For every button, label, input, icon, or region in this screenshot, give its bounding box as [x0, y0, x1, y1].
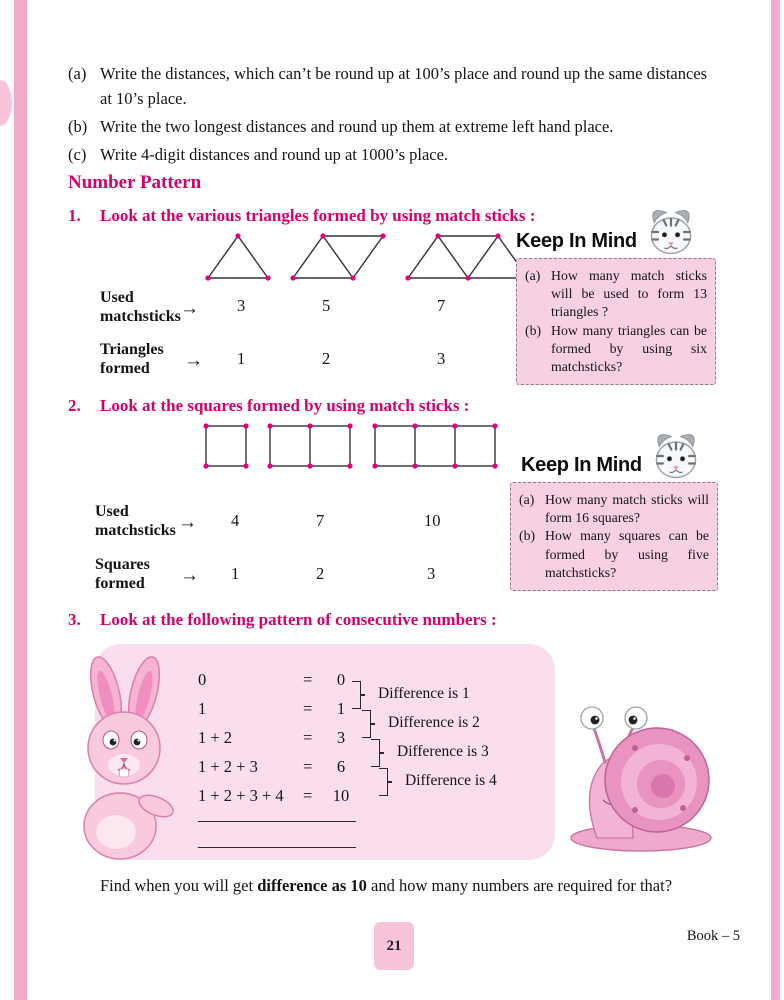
difference-label: Difference is 4	[405, 772, 497, 789]
pattern-result: 10	[332, 786, 350, 805]
pattern-expr: 1 + 2 + 3 + 4	[198, 786, 284, 805]
intro-item-c	[68, 143, 726, 168]
rabbit-illustration	[58, 648, 198, 860]
q1-row1-value: 5	[322, 296, 331, 315]
mind-item-label: (b)	[519, 528, 536, 544]
mind-box-item	[525, 322, 707, 377]
mind-item-text: How many match sticks will be used to form 13 triangles ?	[551, 268, 707, 320]
book-label: Book – 5	[686, 928, 740, 944]
q1-number: 1.	[68, 206, 81, 225]
q1-title: Look at the various triangles formed by using match sticks :	[100, 206, 536, 225]
left-edge-petal	[0, 80, 12, 126]
mind-item-label: (a)	[519, 492, 535, 507]
q2-row2-label: Squares formed	[95, 556, 150, 593]
item-label: (b)	[68, 117, 88, 136]
difference-label: Difference is 1	[378, 685, 470, 702]
q1-keep-in-mind-box	[516, 258, 716, 385]
intro-item-b	[68, 115, 726, 140]
pattern-equals: =	[303, 786, 313, 805]
q1-row2-label: Triangles formed	[100, 341, 164, 378]
item-label: (a)	[68, 64, 87, 83]
pattern-equals: =	[303, 757, 313, 776]
q2-number: 2.	[68, 396, 81, 415]
q2-row1-value: 10	[424, 511, 441, 530]
item-text: Write the distances, which can’t be round up at 100’s place and round up the same distances at 10’s place.	[100, 64, 708, 108]
pattern-result: 0	[336, 670, 346, 689]
pattern-equals: =	[303, 699, 313, 718]
blank-answer-line	[198, 820, 356, 822]
tiger-face-icon	[648, 428, 704, 484]
item-label: (c)	[68, 145, 87, 164]
mind-item-text: How many match sticks will form 16 squares?	[545, 492, 709, 526]
q2-row2-value: 3	[427, 564, 436, 583]
q2-keep-in-mind-box	[510, 482, 718, 591]
pattern-equals: =	[303, 670, 313, 689]
q1-row2-value: 2	[322, 349, 331, 368]
q1-row2-value: 1	[237, 349, 246, 368]
pattern-expr: 1	[198, 699, 207, 718]
q2-row1-label: Used matchsticks	[95, 503, 176, 540]
pattern-equals: =	[303, 728, 313, 747]
section-heading: Number Pattern	[68, 172, 202, 193]
q1-row1-value: 3	[237, 296, 246, 315]
q1-row1-label: Used matchsticks	[100, 289, 181, 326]
pattern-expr: 1 + 2 + 3	[198, 757, 258, 776]
page-number-tab	[374, 922, 414, 970]
pattern-result: 3	[336, 728, 346, 747]
pattern-expr: 1 + 2	[198, 728, 233, 747]
page-number: 21	[386, 937, 402, 954]
mind-box-item	[519, 527, 709, 582]
q2-row2-arrow: →	[180, 565, 199, 586]
q2-row1-value: 7	[316, 511, 325, 530]
difference-bracket	[362, 710, 371, 738]
right-edge-stripe	[771, 0, 780, 1000]
q2-row1-value: 4	[231, 511, 240, 530]
item-text: Write 4-digit distances and round up at 1000’s place.	[100, 145, 449, 164]
snail-illustration	[565, 658, 715, 856]
pattern-result: 1	[336, 699, 346, 718]
question-prefix: Find when you will get	[100, 876, 258, 895]
difference-bracket	[352, 681, 361, 709]
pattern-expr: 0	[198, 670, 207, 689]
square-pattern-figure	[200, 422, 515, 470]
difference-label: Difference is 3	[397, 743, 489, 760]
q3-title: Look at the following pattern of consecutive numbers :	[100, 610, 497, 629]
mind-item-label: (a)	[525, 268, 541, 283]
q1-row2-arrow: →	[184, 350, 203, 371]
tiger-face-icon	[643, 204, 699, 260]
q1-row2-value: 3	[437, 349, 446, 368]
q3-number: 3.	[68, 610, 81, 629]
pattern-result: 6	[336, 757, 346, 776]
q2-row2-value: 2	[316, 564, 325, 583]
q2-row1-arrow: →	[178, 512, 197, 533]
mind-item-text: How many triangles can be formed by using six matchsticks?	[551, 322, 707, 375]
left-edge-stripe	[14, 0, 27, 1000]
keep-in-mind-heading: Keep In Mind	[521, 454, 642, 476]
keep-in-mind-heading: Keep In Mind	[516, 230, 637, 252]
mind-item-text: How many squares can be formed by using five matchsticks?	[545, 528, 709, 580]
closing-question	[100, 874, 745, 899]
q1-row1-arrow: →	[180, 298, 199, 319]
mind-item-label: (b)	[525, 322, 542, 338]
q2-title: Look at the squares formed by using match sticks :	[100, 396, 470, 415]
difference-label: Difference is 2	[388, 714, 480, 731]
mind-box-item	[519, 491, 709, 527]
question-suffix: and how many numbers are required for that?	[366, 876, 673, 895]
blank-answer-line	[198, 846, 356, 848]
question-bold: difference as 10	[257, 876, 367, 895]
difference-bracket	[379, 768, 388, 796]
q1-row1-value: 7	[437, 296, 446, 315]
q2-row2-value: 1	[231, 564, 240, 583]
mind-box-item	[525, 267, 707, 322]
difference-bracket	[371, 739, 380, 767]
item-text: Write the two longest distances and round up them at extreme left hand place.	[100, 117, 614, 136]
intro-item-a	[68, 62, 726, 112]
triangle-pattern-figure	[193, 230, 538, 284]
